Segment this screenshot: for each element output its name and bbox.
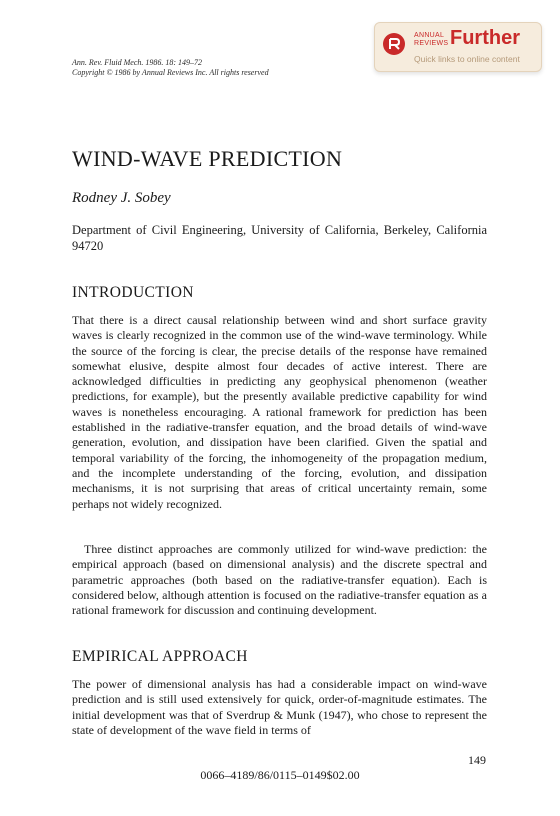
body-paragraph: Three distinct approaches are commonly utilized for wind-wave prediction: the empirical approach (based on dimensional analysis) and the discrete spectral and parametric approaches (both based on the radiative-transfer equation). Each is considered below, although attention is focused on the radiative-transfer equation as a rational framework for discussion and continuing development. <box>72 542 487 618</box>
journal-citation <box>72 58 269 78</box>
section-heading-empirical-approach: EMPIRICAL APPROACH <box>72 648 248 665</box>
article-title: WIND-WAVE PREDICTION <box>72 146 343 171</box>
banner-publisher-label: ANNUAL REVIEWS <box>414 32 449 47</box>
issn-line: 0066–4189/86/0115–0149$02.00 <box>200 768 360 782</box>
annual-reviews-further-banner[interactable] <box>374 22 542 72</box>
banner-subtitle: Quick links to online content <box>414 54 520 64</box>
section-heading-introduction: INTRODUCTION <box>72 284 194 301</box>
body-paragraph: The power of dimensional analysis has had a considerable impact on wind-wave prediction and is still used extensively for quick, order-of-magnitude estimates. The initial development was that of Sverdrup & Munk (1947), who chose to represent the state of development of the wave field in terms of <box>72 677 487 737</box>
copyright-line: Copyright © 1986 by Annual Reviews Inc. All rights reserved <box>72 68 269 77</box>
author-name: Rodney J. Sobey <box>72 190 171 206</box>
annual-reviews-logo-icon <box>383 33 405 55</box>
banner-further-label: Further <box>450 27 520 49</box>
citation-line: Ann. Rev. Fluid Mech. 1986. 18: 149–72 <box>72 58 203 67</box>
body-paragraph: That there is a direct causal relationship between wind and short surface gravity waves is clearly recognized in the common use of the wind-wave terminology. While the source of the forcing is clear, the precise details of the response have remained somewhat elusive, despite almost four decades of active interest. There are acknowledged difficulties in predicting any geophysical phenomenon (weather predictions, for example), but the presently available predictive capability for wind waves is nonetheless encouraging. A rational framework for prediction has been established in the radiative-transfer equation, and the broad details of wind-wave generation, evolution, and dissipation have been clarified. Given the spatial and temporal variability of the forcing, the inhomogeneity of the propagation medium, and the incomplete understanding of the forcing, evolution, and dissipation mechanisms, it is not surprising that areas of critical uncertainty remain, some perhaps not widely recognized. <box>72 313 487 511</box>
author-affiliation: Department of Civil Engineering, University of California, Berkeley, California 94720 <box>72 223 487 253</box>
page-number: 149 <box>468 753 486 767</box>
